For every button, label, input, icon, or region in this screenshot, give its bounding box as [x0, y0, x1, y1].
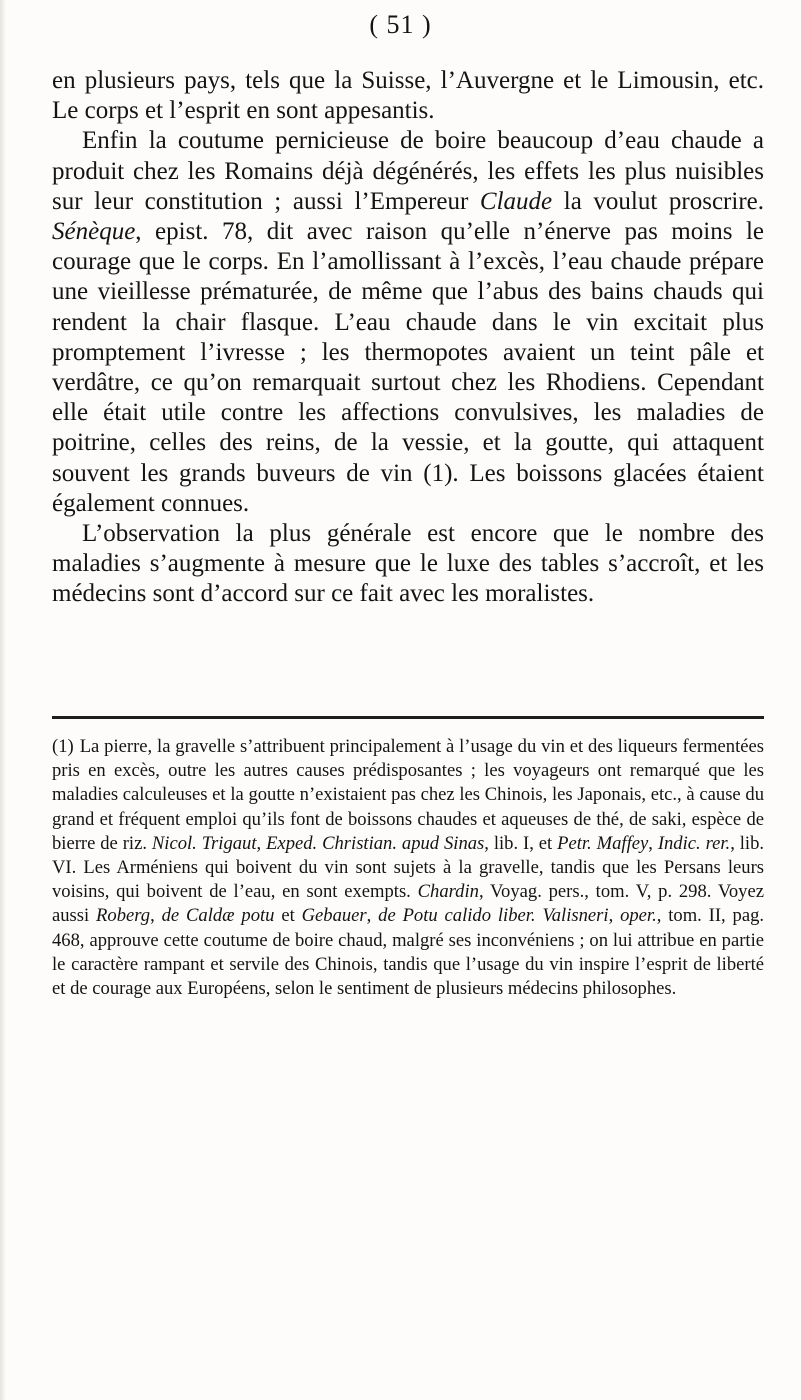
- footnote-part: La pierre, la gravelle s’attribuent principalement à l’usage du vin et des liqueurs fermentées pris en excès, outre les autres causes prédisposantes ; les voyageurs ont remarqué que les maladies calculeuses et la goutte n’existaient pas chez les Chinois, les Japonais, etc., à cause du grand et fréquent emploi qu’ils font de boissons chaudes et aqueuses de thé, de saki, espèce de bierre de riz.: [52, 736, 764, 854]
- footnote-part: , lib. I, et: [484, 832, 558, 854]
- paragraph-2: [52, 126, 764, 519]
- page-number: ( 51 ): [369, 10, 432, 39]
- paragraph-2-part-1: Enfin la coutume pernicieuse de boire beaucoup d’eau chaude a produit chez les Romains déjà dégénérés, les effets les plus nuisibles sur leur constitution ; aussi l’Empereur: [52, 127, 764, 215]
- paragraph-2-part-2: la voulut proscrire.: [552, 187, 764, 215]
- footnote-part: et: [274, 905, 302, 927]
- footnote-citation: Valisneri: [542, 905, 609, 927]
- footnote-citation: de Potu calido liber.: [378, 905, 536, 927]
- footnote-part: , tom. II, pag. 468, approuve cette coutume de boire chaud, malgré ses inconvéniens ; on lui attribue en partie le caractère rampant et servile des Chinois, tandis que l’usage du vin inspire l’esprit de liberté et de courage aux Européens, selon le sentiment de plusieurs médecins philosophes.: [52, 905, 765, 1000]
- footnote-part: , lib. VI. Les Arméniens qui boivent du vin sont sujets à la gravelle, tandis que les Persans leurs voisins, qui boivent de l’eau, en sont exempts.: [52, 832, 765, 903]
- footnote-citation: Nicol. Trigaut: [151, 832, 257, 854]
- footnote-mark: (1): [52, 736, 74, 757]
- footnote-citation: Exped. Christian. apud Sinas: [266, 832, 485, 854]
- footnote-citation: Roberg: [96, 905, 151, 927]
- footnote-citation: Gebauer: [301, 905, 367, 927]
- paragraph-2-part-3: , epist. 78, dit avec raison qu’elle n’énerve pas moins le courage que le corps. En l’amollissant à l’excès, l’eau chaude prépare une vieillesse prématurée, de même que l’abus des bains chauds qui rendent la chair flasque. L’eau chaude dans le vin excitait plus promptement l’ivresse ; les thermopotes avaient un teint pâle et verdâtre, ce qu’on remarquait surtout chez les Rhodiens. Cependant elle était utile contre les affections convulsives, les maladies de poitrine, celles des reins, de la vessie, et la goutte, qui attaquent souvent les grands buveurs de vin (1). Les boissons glacées étaient également connues.: [52, 218, 764, 517]
- footnote-part: ,: [256, 832, 267, 854]
- footnote-separator: [52, 716, 764, 719]
- footnote: [52, 735, 764, 1001]
- footnote-part: ,: [150, 905, 162, 927]
- paragraph-3: L’observation la plus générale est encore que le nombre des maladies s’augmente à mesure que le luxe des tables s’accroît, et les médecins sont d’accord sur ce fait avec les moralistes.: [52, 520, 764, 608]
- paragraph-1: en plusieurs pays, tels que la Suisse, l’Auvergne et le Limousin, etc. Le corps et l’esprit en sont appesantis.: [52, 67, 764, 125]
- footnote-citation: de Caldæ potu: [161, 905, 275, 927]
- footnote-citation: Chardin: [417, 881, 479, 903]
- footnote-part: ,: [608, 905, 621, 927]
- name-seneque: Sénèque: [52, 218, 136, 246]
- footnote-text: [52, 735, 764, 1001]
- footnote-part: ,: [366, 905, 379, 927]
- footnote-part: , Voyag. pers., tom. V, p. 298. Voyez aussi: [52, 881, 764, 927]
- name-claude: Claude: [479, 187, 553, 215]
- page-binding-shadow: [0, 0, 6, 1400]
- main-text: [52, 66, 764, 610]
- footnote-citation: oper.: [620, 905, 657, 927]
- footnote-citation: Indic. rer.: [657, 832, 731, 854]
- footnote-part: ,: [648, 832, 658, 854]
- footnote-citation: Petr. Maffey: [557, 832, 649, 854]
